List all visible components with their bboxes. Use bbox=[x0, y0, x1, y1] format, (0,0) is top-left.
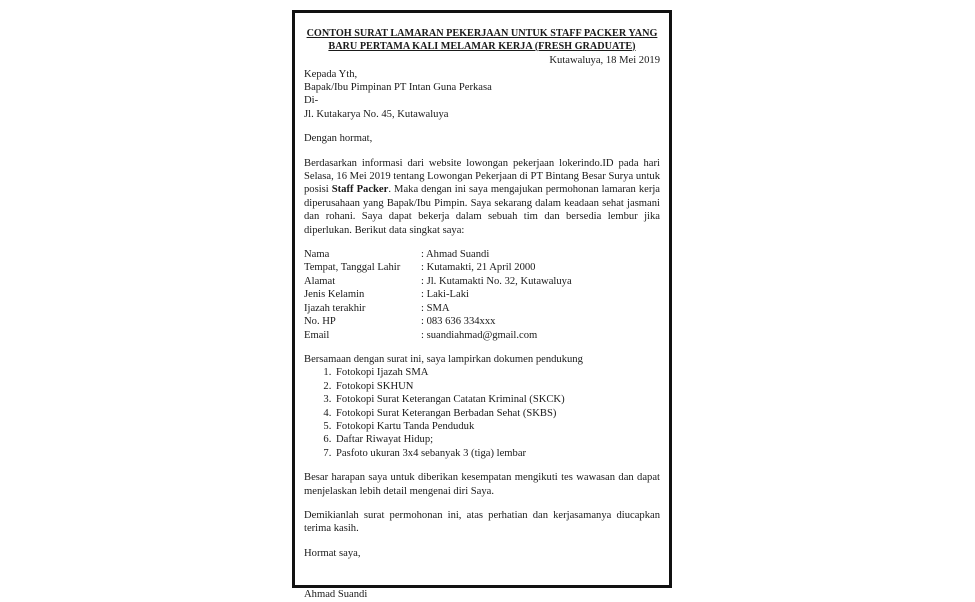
data-label: No. HP bbox=[304, 316, 336, 328]
data-label: Email bbox=[304, 329, 330, 341]
data-row bbox=[304, 315, 660, 328]
data-row bbox=[304, 261, 660, 274]
data-value: : 083 636 334xxx bbox=[421, 316, 496, 328]
recipient-line: Jl. Kutakarya No. 45, Kutawaluya bbox=[304, 108, 449, 120]
list-item: 7. Pasfoto ukuran 3x4 sebanyak 3 (tiga) lembar bbox=[334, 447, 660, 460]
recipient-line: Kepada Yth, bbox=[304, 68, 358, 80]
intro-paragraph bbox=[304, 157, 660, 237]
list-item: 6. Daftar Riwayat Hidup; bbox=[334, 433, 660, 446]
regards: Hormat saya, bbox=[304, 547, 361, 559]
list-item: 5. Fotokopi Kartu Tanda Penduduk bbox=[334, 420, 660, 433]
data-label: Jenis Kelamin bbox=[304, 289, 365, 301]
recipient-line: Bapak/Ibu Pimpinan PT Intan Guna Perkasa bbox=[304, 82, 492, 93]
intro-position-bold: Staff Packer bbox=[331, 184, 389, 196]
data-value: : suandiahmad@gmail.com bbox=[421, 329, 538, 341]
data-row bbox=[304, 288, 660, 301]
data-label: Nama bbox=[304, 249, 330, 261]
data-row bbox=[304, 275, 660, 288]
attachments-list bbox=[304, 366, 660, 460]
recipient-line: Di- bbox=[304, 95, 319, 107]
list-item: 2. Fotokopi SKHUN bbox=[334, 380, 660, 393]
data-row bbox=[304, 248, 660, 261]
letter-title bbox=[304, 28, 660, 53]
letter-content bbox=[304, 28, 660, 602]
data-value: : Jl. Kutamakti No. 32, Kutawaluya bbox=[421, 275, 572, 287]
title-line-1: CONTOH SURAT LAMARAN PEKERJAAN UNTUK STAFF PACKER YANG bbox=[306, 28, 658, 39]
data-label: Tempat, Tanggal Lahir bbox=[304, 262, 401, 274]
data-label: Alamat bbox=[304, 275, 336, 287]
closing-paragraph: Demikianlah surat permohonan ini, atas perhatian dan kerjasamanya diucapkan terima kasih. bbox=[304, 509, 660, 535]
letter-date: Kutawaluya, 18 Mei 2019 bbox=[549, 55, 660, 67]
hope-paragraph: Besar harapan saya untuk diberikan kesempatan mengikuti tes wawasan dan dapat menjelaskan lebih detail mengenai diri Saya. bbox=[304, 472, 660, 497]
data-value: : Kutamakti, 21 April 2000 bbox=[421, 262, 536, 274]
data-label: Ijazah terakhir bbox=[304, 302, 366, 314]
intro-text-before: Berdasarkan informasi dari website lowongan pekerjaan lokerindo.ID pada hari Selasa, 16 Mei 2019 tentang Lowongan Pekerjaan di PT Bintang Besar Surya untuk posisi bbox=[304, 157, 660, 196]
data-row bbox=[304, 302, 660, 315]
greeting: Dengan hormat, bbox=[304, 133, 373, 145]
list-item: 3. Fotokopi Surat Keterangan Catatan Kriminal (SKCK) bbox=[334, 393, 660, 406]
intro-text-after: . Maka dengan ini saya mengajukan permohonan lamaran kerja diperusahaan yang Bapak/Ibu Pimpin. Saya sekarang dalam keadaan sehat jasmani dan rohani. Saya dapat bekerja dalam sebuah tim dan bersedia lembur jika diperlukan. Berikut data singkat saya: bbox=[304, 184, 660, 236]
signature-name: Ahmad Suandi bbox=[304, 589, 368, 601]
data-value: : Laki-Laki bbox=[421, 289, 469, 301]
personal-data-list bbox=[304, 248, 660, 342]
list-item: 4. Fotokopi Surat Keterangan Berbadan Sehat (SKBS) bbox=[334, 407, 660, 420]
list-item: 1. Fotokopi Ijazah SMA bbox=[334, 366, 660, 379]
title-line-2: BARU PERTAMA KALI MELAMAR KERJA (FRESH GRADUATE) bbox=[328, 40, 636, 52]
data-value: : SMA bbox=[421, 302, 450, 314]
recipient-block bbox=[304, 68, 660, 122]
letter-page bbox=[292, 10, 672, 601]
data-row bbox=[304, 329, 660, 342]
data-value: : Ahmad Suandi bbox=[421, 249, 490, 261]
attachments-intro: Bersamaan dengan surat ini, saya lampirkan dokumen pendukung bbox=[304, 353, 583, 365]
